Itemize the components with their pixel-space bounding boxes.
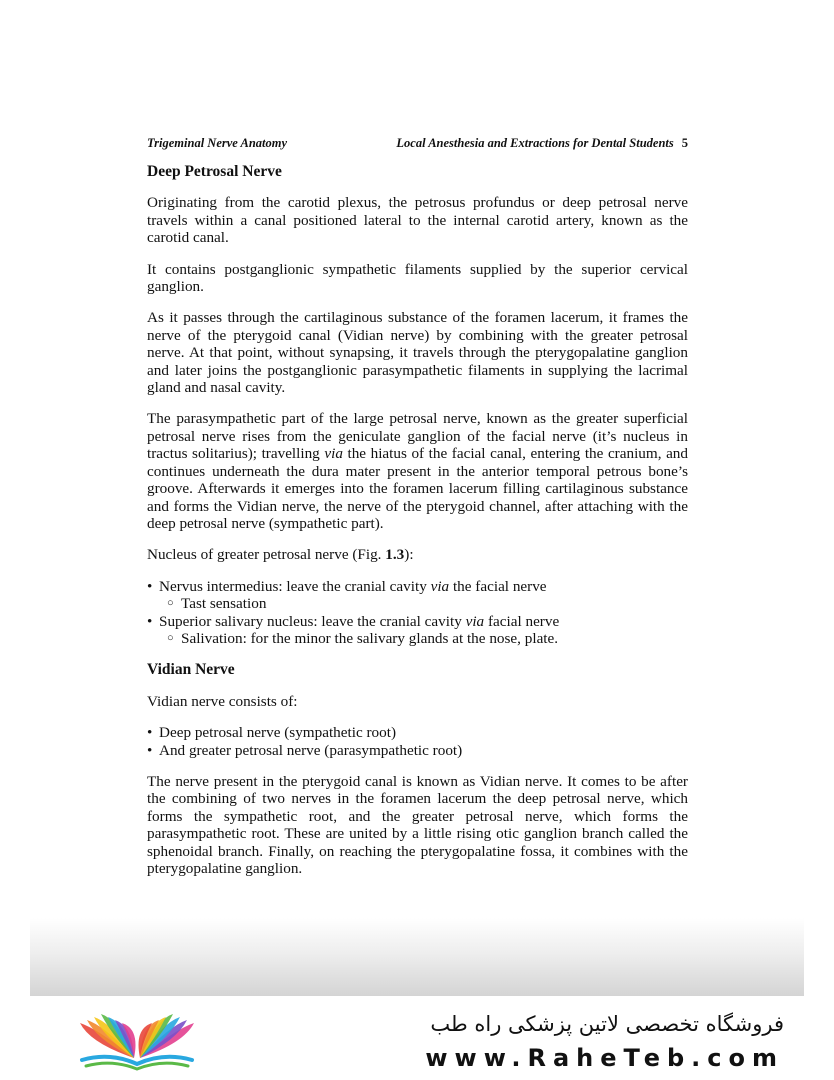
text-run: the facial nerve: [449, 577, 547, 595]
footer-shadow: [30, 918, 804, 996]
italic-via: via: [465, 612, 485, 630]
sub-list-item: ○ Tast sensation: [147, 595, 688, 612]
header-book-title: Local Anesthesia and Extractions for Dental Students: [396, 136, 674, 150]
sub-list-item: ○ Salivation: for the minor the salivary glands at the nose, plate.: [147, 630, 688, 647]
text-run: ):: [404, 546, 414, 564]
list-item: [147, 578, 688, 595]
text-run: the hiatus of the facial canal, entering the cranium, and continues underneath the dura mater present in the anterior temporal petrous bone’s groove. Afterwards it emerges into the foramen lacerum filling cartilaginous substance and forms the Vidian nerve, the nerve of the pterygoid channel, after attaching with the deep petrosal nerve (sympathetic part).: [147, 445, 688, 532]
paragraph-foramen: As it passes through the cartilaginous substance of the foramen lacerum, it frames the nerve of the pterygoid canal (Vidian nerve) by combining with the greater petrosal nerve. At that point, without synapsing, it travels through the pterygopalatine ganglion and later joins the postganglionic parasympathetic filaments in supplying the lacrimal gland and nasal cavity.: [147, 309, 688, 397]
running-header: [147, 136, 688, 151]
figure-reference: 1.3: [385, 546, 405, 564]
list-item: • Deep petrosal nerve (sympathetic root): [147, 724, 688, 741]
store-name: فروشگاه تخصصی لاتین پزشکی راه طب: [430, 1012, 784, 1036]
text-run: Nucleus of greater petrosal nerve (Fig.: [147, 546, 386, 564]
list-item: • And greater petrosal nerve (parasympathetic root): [147, 742, 688, 759]
text-run: facial nerve: [484, 612, 560, 630]
paragraph-vidian-description: The nerve present in the pterygoid canal is known as Vidian nerve. It comes to be after the combining of two nerves in the foramen lacerum the deep petrosal nerve, which forms the sympathetic root, and the greater petrosal nerve, which forms the parasympathetic root. These are united by a little rising otic ganglion branch called the sphenoidal branch. Finally, on reaching the pterygopalatine fossa, it combines with the pterygopalatine ganglion.: [147, 772, 688, 877]
header-book-title-group: [396, 136, 688, 151]
open-book-logo-icon: [72, 1008, 202, 1072]
main-content: [147, 163, 688, 891]
header-chapter-title: Trigeminal Nerve Anatomy: [147, 136, 288, 150]
paragraph-parasympathetic: [147, 410, 688, 532]
text-run: The parasympathetic part of the large petrosal nerve, known as the greater superficial petrosal nerve rises from the geniculate ganglion of the facial nerve (it’s nucleus in tractus solitarius); travelling: [147, 410, 688, 463]
paragraph-filaments: It contains postganglionic sympathetic filaments supplied by the superior cervical ganglion.: [147, 260, 688, 296]
section-heading-vidian: Vidian Nerve: [147, 661, 235, 679]
paragraph-vidian-intro: Vidian nerve consists of:: [147, 692, 298, 710]
page-number: 5: [681, 136, 688, 150]
vidian-list: [147, 724, 688, 759]
nucleus-list: [147, 578, 688, 648]
list-item: [147, 613, 688, 630]
paragraph-nucleus: [147, 546, 688, 563]
section-heading-deep-petrosal: Deep Petrosal Nerve: [147, 163, 282, 180]
paragraph-origin: Originating from the carotid plexus, the petrosus profundus or deep petrosal nerve travels within a canal positioned lateral to the internal carotid artery, known as the carotid canal.: [147, 194, 688, 247]
italic-via: via: [324, 445, 343, 463]
italic-via: via: [430, 577, 450, 595]
text-run: Superior salivary nucleus: leave the cranial cavity: [159, 612, 466, 630]
text-run: Nervus intermedius: leave the cranial cavity: [159, 577, 431, 595]
website-url[interactable]: www.RaheTeb.com: [425, 1044, 784, 1072]
